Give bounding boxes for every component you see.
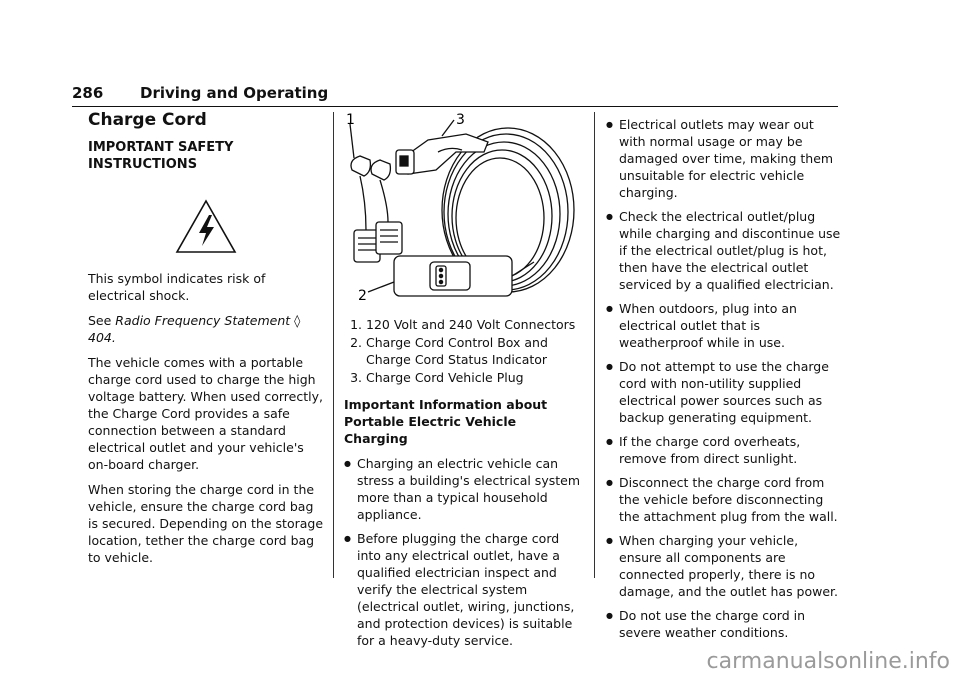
- safety-bullets: [606, 116, 844, 641]
- page-title: Charge Cord: [88, 110, 207, 130]
- watermark: carmanualsonline.info: [706, 649, 950, 674]
- legend-item: 2. Charge Cord Control Box and Charge Cord Status Indicator: [366, 334, 582, 368]
- symbol-caption: This symbol indicates risk of electrical shock.: [88, 271, 266, 303]
- bullet-item: ● Before plugging the charge cord into any electrical outlet, have a qualified electrician inspect and verify the electrical system (electrical outlet, wiring, junctions, and protection devices) is suitable for a heavy-duty service.: [344, 530, 582, 649]
- bullet-item: ● When charging your vehicle, ensure all components are connected properly, there is no damage, and the outlet has power.: [606, 532, 844, 600]
- legend-item: 3. Charge Cord Vehicle Plug: [366, 369, 582, 386]
- callout-3: 3: [456, 112, 465, 128]
- callout-2: 2: [358, 288, 367, 304]
- bullet-item: ● Check the electrical outlet/plug while charging and discontinue use if the electrical outlet/plug is hot, then have the electrical outlet serviced by a qualified electrician.: [606, 208, 844, 293]
- callout-1: 1: [346, 112, 355, 128]
- bullet-item: ● When outdoors, plug into an electrical outlet that is weatherproof while in use.: [606, 300, 844, 351]
- see-page-number[interactable]: 404.: [88, 330, 116, 345]
- bullet-item: ● Electrical outlets may wear out with normal usage or may be damaged over time, making them unsuitable for electric vehicle charging.: [606, 116, 844, 201]
- bullet-item: ● Charging an electric vehicle can stress a building's electrical system more than a typical household appliance.: [344, 455, 582, 523]
- paragraph-charge-cord: The vehicle comes with a portable charge cord used to charge the high voltage battery. When used correctly, the Charge Cord provides a safe connection between a standard electrical outlet and your vehicle's on-board charger.: [88, 355, 323, 472]
- figure-legend: [344, 316, 582, 386]
- column-1: [88, 112, 324, 574]
- charge-cord-illustration: [338, 112, 576, 308]
- column-2: [344, 112, 582, 656]
- charge-cord-drawing: [338, 112, 576, 308]
- safety-heading: IMPORTANT SAFETY INSTRUCTIONS: [88, 140, 234, 172]
- column-divider-2: [594, 112, 595, 578]
- section-title: Driving and Operating: [140, 84, 329, 102]
- radio-frequency-link[interactable]: Radio Frequency Statement: [115, 313, 291, 328]
- see-reference: [88, 312, 324, 346]
- info-heading: Important Information about Portable Electric Vehicle Charging: [344, 397, 548, 446]
- page-number: 286: [72, 84, 104, 102]
- column-divider-1: [333, 112, 334, 578]
- page-arrow-icon: ◊: [294, 313, 301, 328]
- page-header: [72, 82, 838, 107]
- info-bullets: [344, 455, 582, 649]
- bullet-item: ● Disconnect the charge cord from the vehicle before disconnecting the attachment plug from the wall.: [606, 474, 844, 525]
- legend-item: 1. 120 Volt and 240 Volt Connectors: [366, 316, 582, 333]
- paragraph-storage: When storing the charge cord in the vehicle, ensure the charge cord bag is secured. Depending on the storage location, tether the charge cord bag to vehicle.: [88, 482, 324, 565]
- bullet-item: ● If the charge cord overheats, remove from direct sunlight.: [606, 433, 844, 467]
- electrical-shock-warning-icon: [175, 199, 237, 254]
- see-prefix: See: [88, 313, 116, 328]
- bullet-item: ● Do not use the charge cord in severe weather conditions.: [606, 607, 844, 641]
- bullet-item: ● Do not attempt to use the charge cord with non-utility supplied electrical power sources such as backup generating equipment.: [606, 358, 844, 426]
- column-3: [606, 112, 844, 648]
